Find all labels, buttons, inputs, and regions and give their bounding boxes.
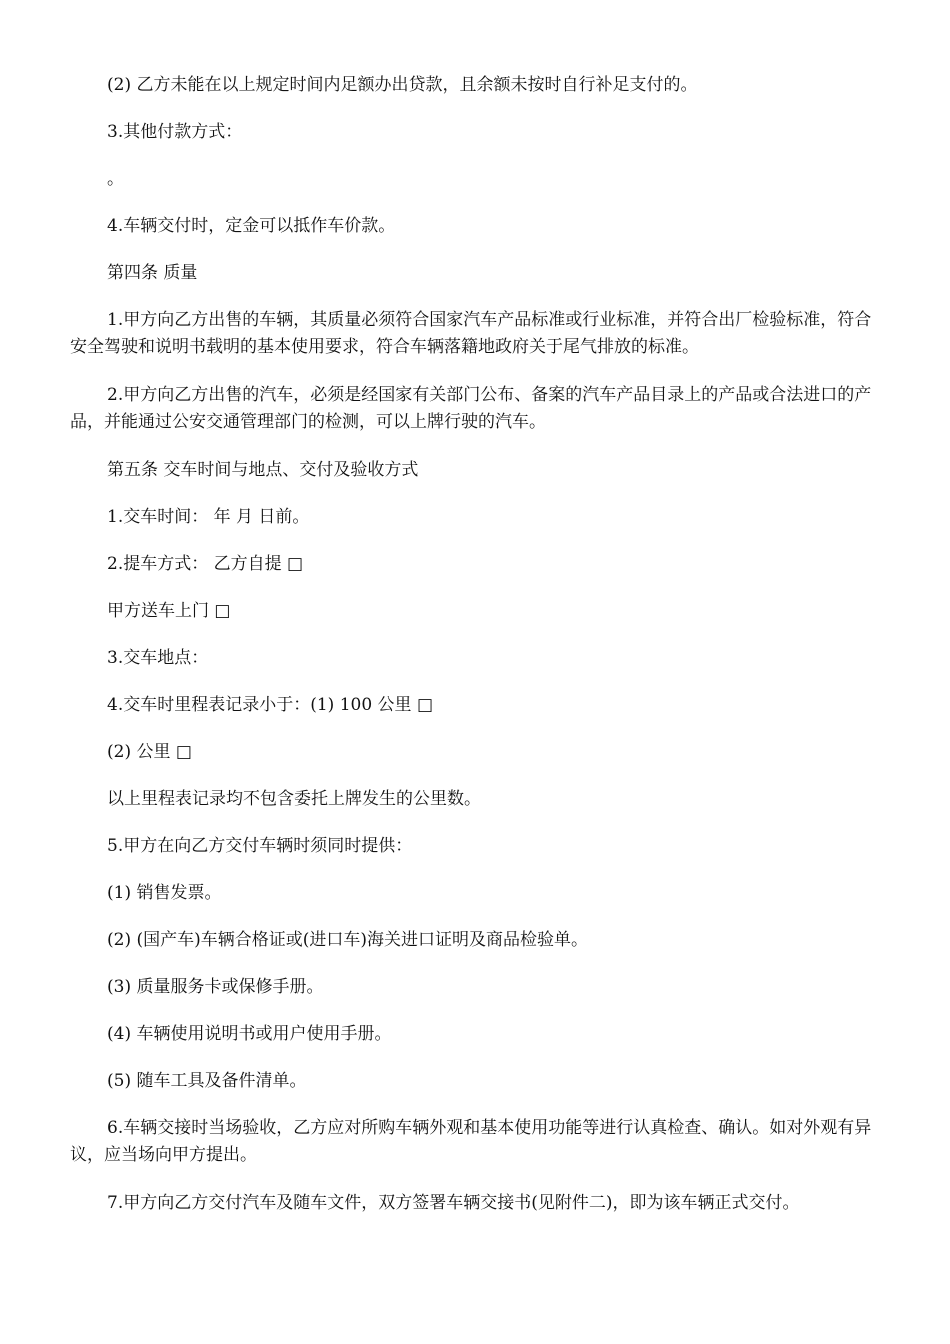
list-item-manual: (4) 车辆使用说明书或用户使用手册。	[107, 1024, 392, 1044]
section-heading-quality: 第四条 质量	[107, 263, 198, 283]
paragraph-seller-delivery: 甲方送车上门 □	[107, 601, 231, 621]
paragraph-quality-1: 1.甲方向乙方出售的车辆，其质量必须符合国家汽车产品标准或行业标准，并符合出厂检验标准，符合安全驾驶和说明书载明的基本使用要求，符合车辆落籍地政府关于尾气排放的标准。	[70, 310, 872, 357]
list-item-certificate: (2) (国产车)车辆合格证或(进口车)海关进口证明及商品检验单。	[107, 930, 589, 950]
paragraph-inspection: 6.车辆交接时当场验收，乙方应对所购车辆外观和基本使用功能等进行认真检查、确认。如对外观有异议，应当场向甲方提出。	[70, 1118, 872, 1165]
paragraph-period: 。	[107, 169, 124, 189]
paragraph-odometer-2: (2) 公里 □	[107, 742, 192, 762]
list-item-invoice: (1) 销售发票。	[107, 883, 222, 903]
paragraph-documents-intro: 5.甲方在向乙方交付车辆时须同时提供：	[107, 836, 413, 856]
paragraph-odometer-note: 以上里程表记录均不包含委托上牌发生的公里数。	[107, 789, 481, 809]
paragraph-deposit: 4.车辆交付时，定金可以抵作车价款。	[107, 216, 396, 236]
paragraph-quality-2: 2.甲方向乙方出售的汽车，必须是经国家有关部门公布、备案的汽车产品目录上的产品或合法进口的产品，并能通过公安交通管理部门的检测，可以上牌行驶的汽车。	[70, 385, 872, 432]
paragraph-delivery-place: 3.交车地点：	[107, 648, 209, 668]
section-heading-delivery: 第五条 交车时间与地点、交付及验收方式	[107, 460, 419, 480]
paragraph-odometer-1: 4.交车时里程表记录小于：(1) 100 公里 □	[107, 695, 434, 715]
paragraph-other-payment: 3.其他付款方式：	[107, 122, 243, 142]
paragraph-pickup-method: 2.提车方式： 乙方自提 □	[107, 554, 304, 574]
paragraph-delivery-time: 1.交车时间： 年 月 日前。	[107, 507, 310, 527]
paragraph-loan-clause-2: (2) 乙方未能在以上规定时间内足额办出贷款，且余额未按时自行补足支付的。	[107, 75, 698, 95]
list-item-tools: (5) 随车工具及备件清单。	[107, 1071, 307, 1091]
list-item-warranty: (3) 质量服务卡或保修手册。	[107, 977, 324, 997]
paragraph-formal-delivery: 7.甲方向乙方交付汽车及随车文件，双方签署车辆交接书(见附件二)，即为该车辆正式交付。	[107, 1193, 800, 1213]
